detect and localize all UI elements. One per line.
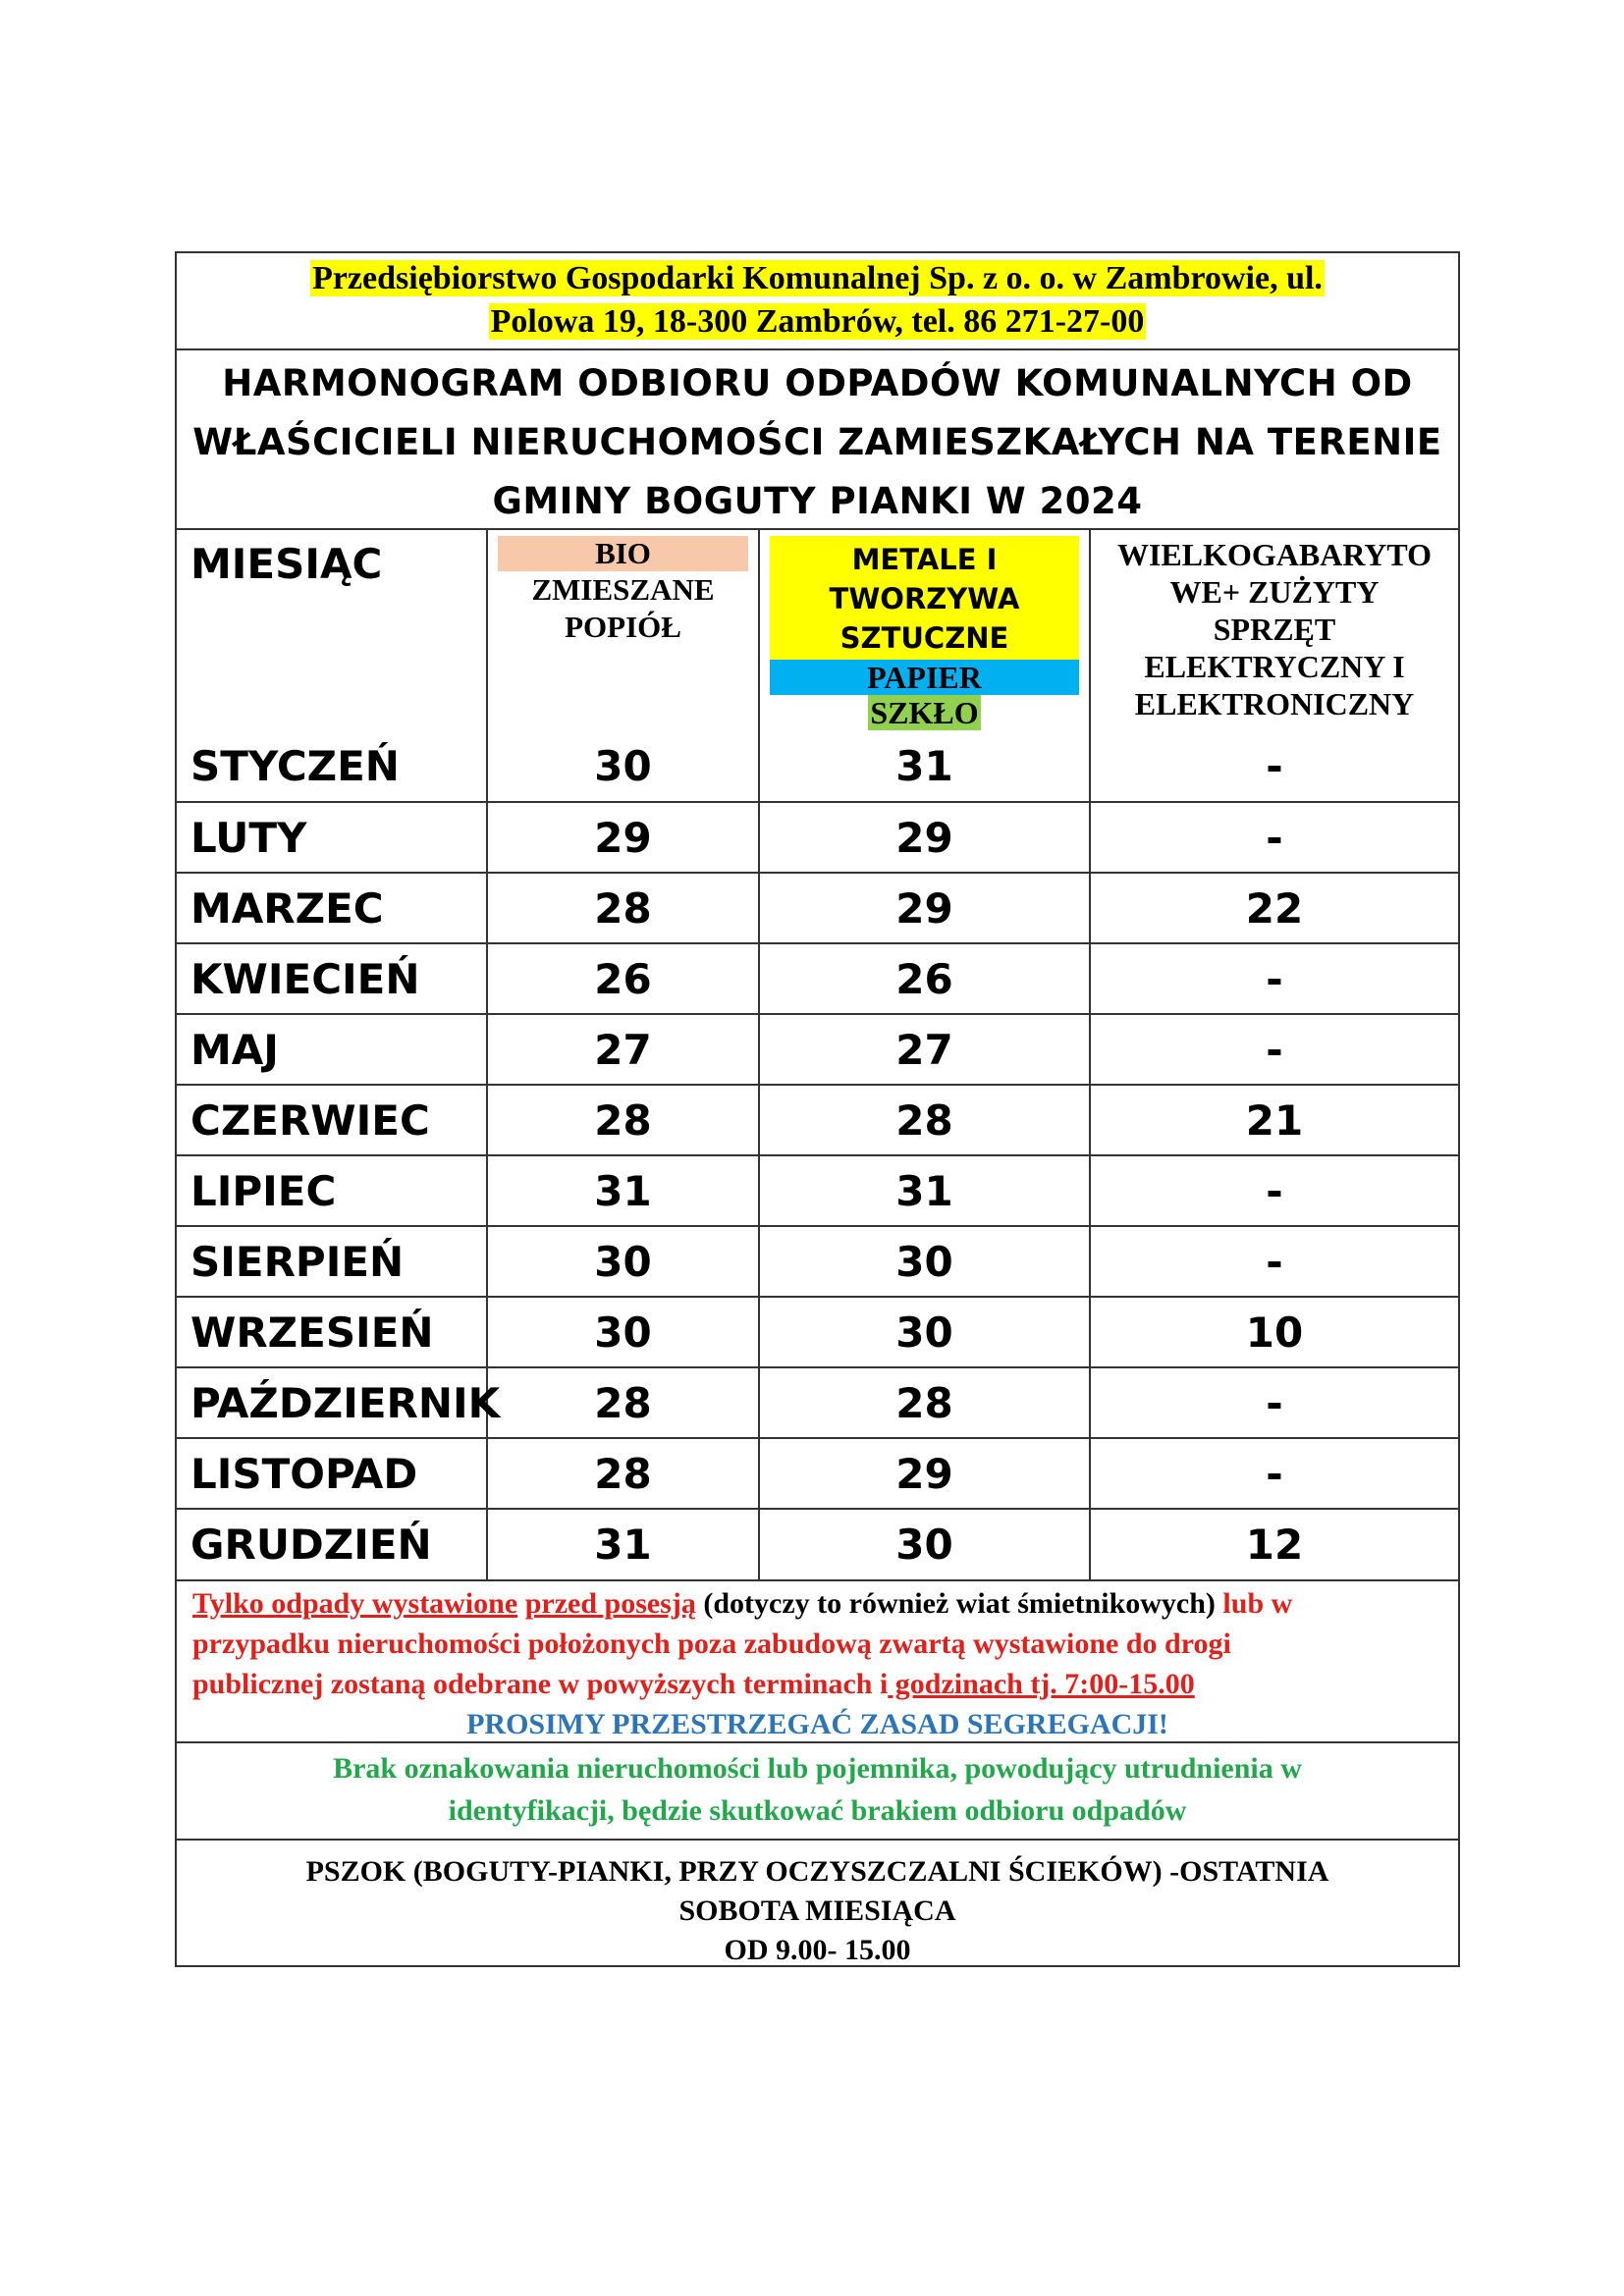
bulky-waste-date-cell: - [1090, 731, 1458, 802]
table-row [177, 1085, 1458, 1155]
month-cell: LUTY [177, 802, 487, 873]
title-line-3: GMINY BOGUTY PIANKI W 2024 [492, 480, 1143, 522]
schedule-table [177, 530, 1458, 1579]
bulky-waste-date-cell: - [1090, 1367, 1458, 1438]
mixed-waste-column-header [487, 530, 759, 731]
recyclables-date-cell: 30 [759, 1226, 1090, 1297]
table-row [177, 1367, 1458, 1438]
bulky-waste-date-cell: - [1090, 1155, 1458, 1226]
mixed-waste-date-cell: 28 [487, 1438, 759, 1509]
month-cell: MAJ [177, 1014, 487, 1085]
month-cell: CZERWIEC [177, 1085, 487, 1155]
mixed-waste-date-cell: 28 [487, 1367, 759, 1438]
table-row [177, 731, 1458, 802]
recyclables-date-cell: 26 [759, 943, 1090, 1014]
recyclables-column-header [759, 530, 1090, 731]
table-row [177, 1509, 1458, 1579]
mixed-waste-date-cell: 26 [487, 943, 759, 1014]
company-name-line: Przedsiębiorstwo Gospodarki Komunalnej Sp. z o. o. w Zambrowie, ul. [312, 260, 1323, 296]
bulky-waste-date-cell: 22 [1090, 873, 1458, 943]
table-row [177, 1014, 1458, 1085]
mixed-waste-date-cell: 27 [487, 1014, 759, 1085]
mixed-waste-date-cell: 31 [487, 1155, 759, 1226]
labeling-warning: Brak oznakowania nieruchomości lub pojemnika, powodujący utrudnienia w identyfikacji, będzie skutkować brakiem odbioru odpadów [177, 1743, 1458, 1841]
mixed-waste-date-cell: 30 [487, 1297, 759, 1367]
bulky-waste-date-cell: - [1090, 943, 1458, 1014]
bulky-waste-date-cell: - [1090, 1226, 1458, 1297]
zmieszane-label: ZMIESZANE [531, 572, 715, 607]
table-row [177, 943, 1458, 1014]
month-cell: PAŹDZIERNIK [177, 1367, 487, 1438]
table-row [177, 1438, 1458, 1509]
recyclables-date-cell: 29 [759, 873, 1090, 943]
schedule-table-wrapper [177, 530, 1458, 1581]
recyclables-date-cell: 28 [759, 1367, 1090, 1438]
segregation-reminder: PROSIMY PRZESTRZEGAĆ ZASAD SEGREGACJI! [466, 1708, 1168, 1740]
mixed-waste-date-cell: 28 [487, 873, 759, 943]
table-row [177, 802, 1458, 873]
mixed-waste-date-cell: 29 [487, 802, 759, 873]
szklo-label: SZKŁO [870, 695, 979, 730]
mixed-waste-date-cell: 31 [487, 1509, 759, 1579]
recyclables-date-cell: 29 [759, 802, 1090, 873]
title-line-1: HARMONOGRAM ODBIORU ODPADÓW KOMUNALNYCH OD [222, 362, 1413, 404]
recyclables-date-cell: 31 [759, 731, 1090, 802]
month-cell: STYCZEŃ [177, 731, 487, 802]
recyclables-date-cell: 31 [759, 1155, 1090, 1226]
month-cell: LISTOPAD [177, 1438, 487, 1509]
company-header [177, 253, 1458, 350]
bulky-waste-column-header: WIELKOGABARYTO WE+ ZUŻYTY SPRZĘT ELEKTRYCZNY I ELEKTRONICZNY [1116, 537, 1433, 721]
bulky-waste-date-cell: 10 [1090, 1297, 1458, 1367]
recyclables-date-cell: 27 [759, 1014, 1090, 1085]
mixed-waste-date-cell: 28 [487, 1085, 759, 1155]
bulky-waste-date-cell: 21 [1090, 1085, 1458, 1155]
bulky-waste-date-cell: - [1090, 1438, 1458, 1509]
mixed-waste-date-cell: 30 [487, 731, 759, 802]
bulky-waste-date-cell: - [1090, 802, 1458, 873]
bulky-waste-date-cell: 12 [1245, 1521, 1304, 1569]
month-cell: LIPIEC [177, 1155, 487, 1226]
schedule-rows [177, 731, 1458, 1579]
month-cell: KWIECIEŃ [177, 943, 487, 1014]
month-cell: SIERPIEŃ [177, 1226, 487, 1297]
bulky-waste-date-cell: - [1090, 1014, 1458, 1085]
recyclables-date-cell: 30 [759, 1509, 1090, 1579]
papier-label: PAPIER [770, 660, 1079, 695]
table-row [177, 1297, 1458, 1367]
popiol-label: POPIÓŁ [565, 610, 681, 644]
title-line-2: WŁAŚCICIELI NIERUCHOMOŚCI ZAMIESZKAŁYCH NA TERENIE [192, 421, 1442, 463]
metale-label-block: METALE I TWORZYWA SZTUCZNE [770, 536, 1079, 660]
schedule-document [175, 251, 1460, 1967]
collection-notice: Tylko odpady wystawione przed posesją (dotyczy to również wiat śmietnikowych) lub w przypadku nieruchomości położonych poza zabudową zwartą wystawione do drogi publicznej zostaną odebrane w powyższych terminach i godzinach tj. 7:00-15.00 PROSIMY PRZESTRZEGAĆ ZASAD SEGREGACJI! [177, 1581, 1458, 1743]
month-cell: GRUDZIEŃ [177, 1509, 487, 1579]
month-cell: WRZESIEŃ [177, 1297, 487, 1367]
mixed-waste-date-cell: 30 [487, 1226, 759, 1297]
table-row [177, 1226, 1458, 1297]
recyclables-date-cell: 29 [759, 1438, 1090, 1509]
table-row [177, 1155, 1458, 1226]
month-cell: MARZEC [177, 873, 487, 943]
company-address-line: Polowa 19, 18-300 Zambrów, tel. 86 271-27-00 [490, 303, 1145, 340]
recyclables-date-cell: 28 [759, 1085, 1090, 1155]
pszok-info: PSZOK (BOGUTY-PIANKI, PRZY OCZYSZCZALNI ŚCIEKÓW) -OSTATNIA SOBOTA MIESIĄCA OD 9.00- 15.00 [305, 1855, 1329, 1966]
recyclables-date-cell: 30 [759, 1297, 1090, 1367]
table-header-row [177, 530, 1458, 731]
table-row [177, 873, 1458, 943]
schedule-title [177, 350, 1458, 530]
bio-label: BIO [498, 536, 748, 571]
month-column-header: MIESIĄC [177, 530, 487, 731]
